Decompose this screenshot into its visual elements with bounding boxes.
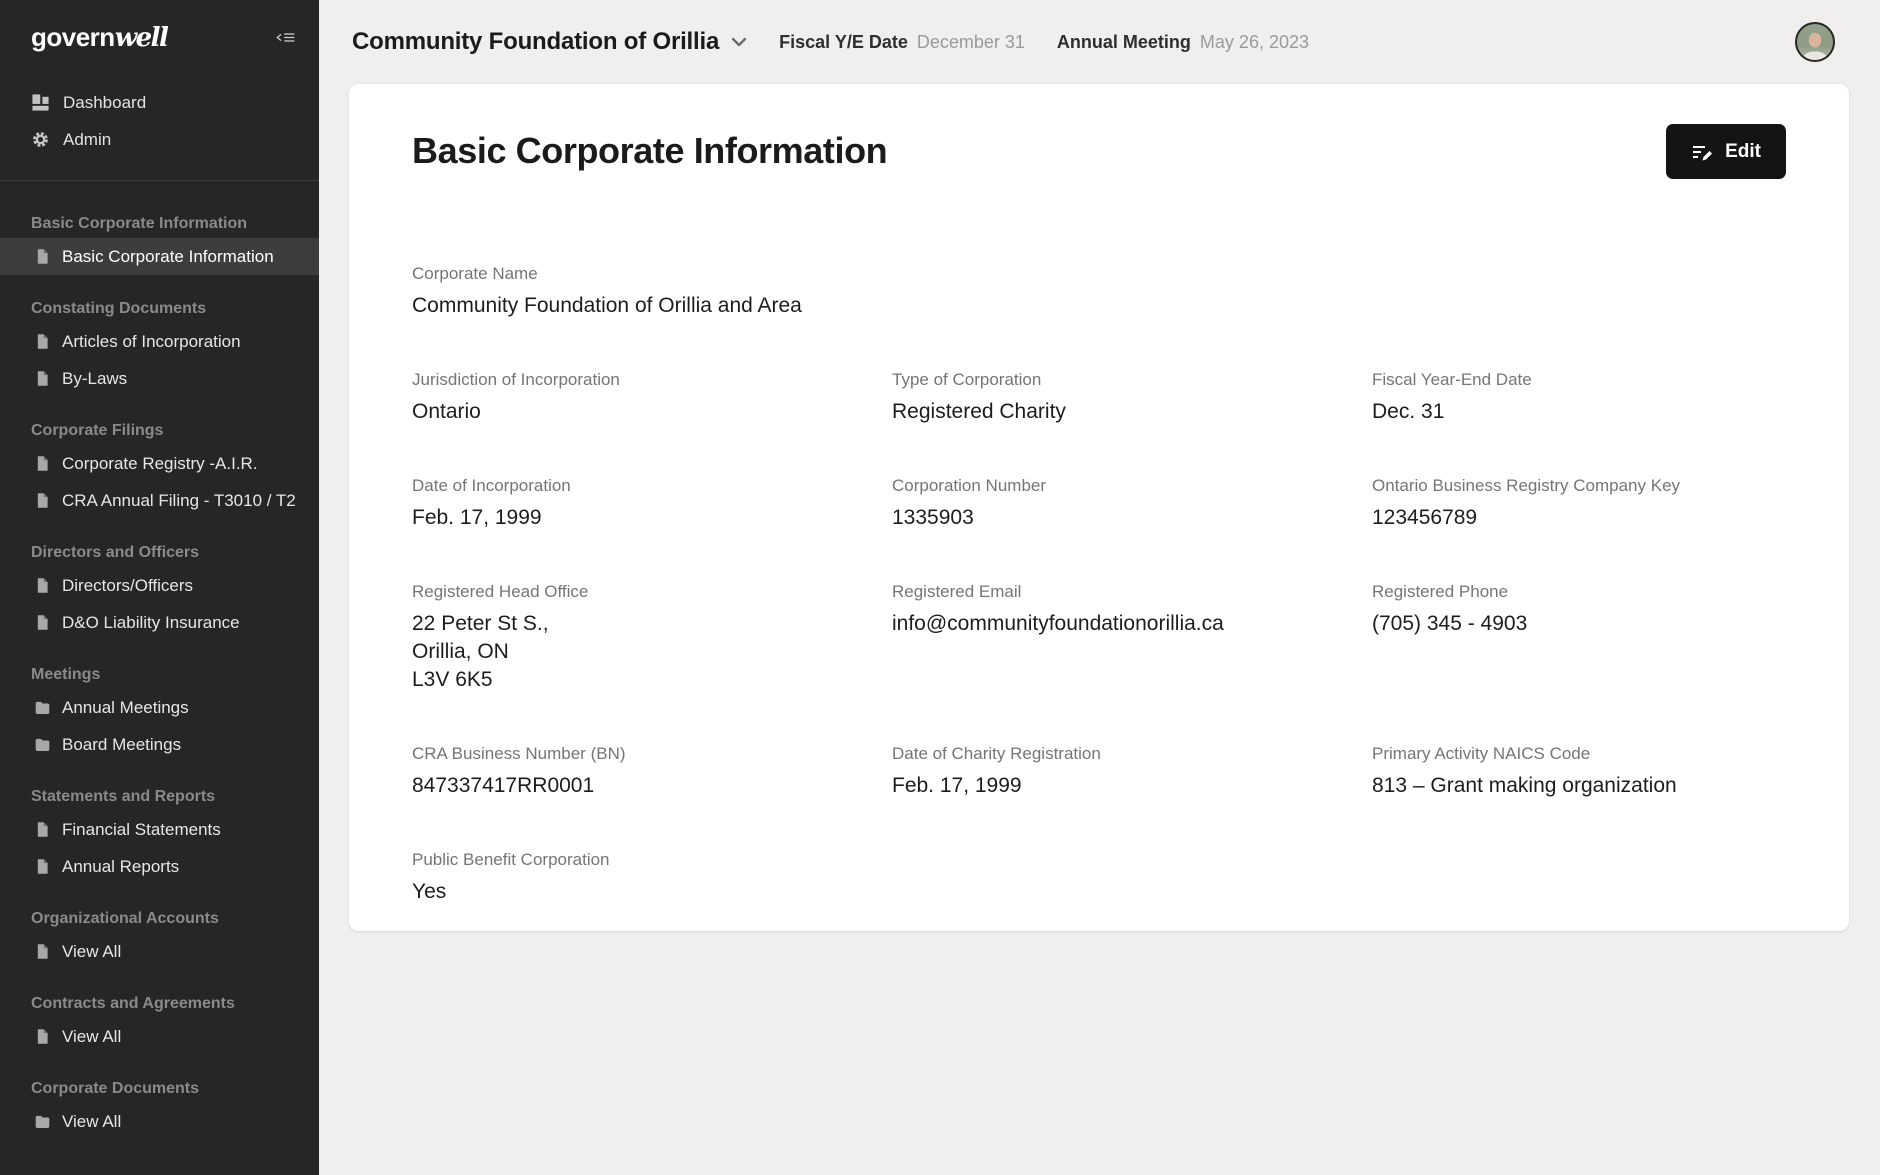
fiscal-ye-date-value: December 31 — [916, 31, 1025, 52]
field-label: Date of Charity Registration — [892, 744, 1101, 763]
field-type-of-corporation — [892, 369, 1372, 426]
fiscal-ye-date-label: Fiscal Y/E Date — [779, 31, 908, 52]
field-value: 123456789 — [1372, 506, 1478, 529]
field-label: Corporate Name — [412, 264, 538, 283]
file-icon — [34, 614, 51, 631]
address-line: L3V 6K5 — [412, 668, 493, 691]
field-value: Registered Charity — [892, 400, 1066, 423]
edit-button-label: Edit — [1725, 140, 1761, 162]
sidebar-item-financial-statements[interactable] — [0, 811, 319, 848]
sidebar-section-title: Corporate Documents — [31, 1080, 200, 1097]
sidebar-item-cra-annual-filing[interactable] — [0, 482, 319, 519]
field-corporation-number — [892, 475, 1372, 532]
collapse-sidebar-icon — [276, 28, 295, 47]
sidebar-section-title: Constating Documents — [31, 300, 207, 317]
field-registered-phone — [1372, 581, 1786, 694]
field-value: Community Foundation of Orillia and Area — [412, 294, 802, 317]
file-icon — [34, 821, 51, 838]
sidebar-item-label: Annual Reports — [62, 856, 180, 876]
field-cra-business-number — [412, 743, 892, 800]
sidebar-item-label: Directors/Officers — [62, 575, 193, 595]
company-selector[interactable] — [352, 28, 747, 56]
page-title: Basic Corporate Information — [412, 130, 888, 171]
field-date-of-incorporation — [412, 475, 892, 532]
sidebar-item-admin[interactable] — [0, 121, 319, 158]
sidebar-item-label: By-Laws — [62, 368, 128, 388]
file-icon — [34, 577, 51, 594]
folder-icon — [34, 736, 51, 753]
sidebar-section-corporate-documents — [0, 1079, 319, 1140]
address-line: 22 Peter St S., — [412, 612, 549, 635]
sidebar-item-label: View All — [62, 1026, 122, 1046]
annual-meeting-label: Annual Meeting — [1056, 31, 1191, 52]
topbar — [319, 0, 1880, 84]
field-label: Registered Phone — [1372, 582, 1509, 601]
sidebar-item-corporate-registry-air[interactable] — [0, 445, 319, 482]
annual-meeting-value: May 26, 2023 — [1199, 31, 1309, 52]
sidebar-item-directors-officers[interactable] — [0, 567, 319, 604]
sidebar-item-board-meetings[interactable] — [0, 726, 319, 763]
field-value: 1335903 — [892, 506, 974, 529]
sidebar-section-statements-and-reports — [0, 787, 319, 885]
company-name: Community Foundation of Orillia — [352, 28, 720, 55]
sidebar-item-annual-meetings[interactable] — [0, 689, 319, 726]
sidebar-item-label: View All — [62, 1111, 122, 1131]
sidebar-divider — [0, 180, 319, 181]
sidebar-item-label: Annual Meetings — [62, 697, 189, 717]
sidebar-section-title: Contracts and Agreements — [31, 995, 235, 1012]
sidebar-item-label: Financial Statements — [62, 819, 221, 839]
sidebar-section-title: Corporate Filings — [31, 422, 164, 439]
user-avatar[interactable] — [1795, 22, 1835, 62]
field-value: Yes — [412, 880, 447, 903]
sidebar-item-organizational-accounts-view-all[interactable] — [0, 933, 319, 970]
fiscal-ye-date-meta — [779, 32, 1025, 53]
annual-meeting-meta — [1057, 32, 1309, 53]
field-value: Dec. 31 — [1372, 400, 1445, 423]
sidebar-section-directors-and-officers — [0, 543, 319, 641]
sidebar-section-title: Statements and Reports — [31, 788, 216, 805]
sidebar-item-by-laws[interactable] — [0, 360, 319, 397]
field-value: (705) 345 - 4903 — [1372, 612, 1528, 635]
basic-corporate-information-card — [349, 84, 1849, 931]
sidebar-section-basic-corporate-information — [0, 214, 319, 275]
sidebar-item-label: Corporate Registry -A.I.R. — [62, 453, 258, 473]
field-public-benefit-corporation — [412, 849, 892, 906]
sidebar-item-label: Articles of Incorporation — [62, 331, 241, 351]
sidebar-item-label: View All — [62, 941, 122, 961]
field-label: Jurisdiction of Incorporation — [412, 370, 620, 389]
gear-icon — [31, 130, 50, 149]
field-label: CRA Business Number (BN) — [412, 744, 626, 763]
field-label: Type of Corporation — [892, 370, 1042, 389]
field-label: Public Benefit Corporation — [412, 850, 610, 869]
sidebar-item-annual-reports[interactable] — [0, 848, 319, 885]
sidebar-section-constating-documents — [0, 299, 319, 397]
dashboard-icon — [31, 93, 50, 112]
sidebar-item-label: Basic Corporate Information — [62, 246, 274, 266]
field-naics-code — [1372, 743, 1786, 800]
field-date-of-charity-registration — [892, 743, 1372, 800]
sidebar-item-contracts-view-all[interactable] — [0, 1018, 319, 1055]
app-logo: governwell — [31, 21, 168, 53]
chevron-down-icon — [731, 37, 747, 47]
field-label: Registered Head Office — [412, 582, 589, 601]
field-value: info@communityfoundationorillia.ca — [892, 612, 1224, 635]
file-icon — [34, 333, 51, 350]
file-icon — [34, 248, 51, 265]
sidebar-item-corporate-documents-view-all[interactable] — [0, 1103, 319, 1140]
address-line: Orillia, ON — [412, 640, 509, 663]
sidebar — [0, 0, 319, 1175]
sidebar-item-basic-corporate-information[interactable] — [0, 238, 319, 275]
file-icon — [34, 858, 51, 875]
sidebar-section-contracts-and-agreements — [0, 994, 319, 1055]
field-value: Feb. 17, 1999 — [412, 506, 542, 529]
sidebar-section-title: Organizational Accounts — [31, 910, 219, 927]
field-registered-email — [892, 581, 1372, 694]
field-value: Ontario — [412, 400, 481, 423]
field-obr-company-key — [1372, 475, 1786, 532]
field-label: Date of Incorporation — [412, 476, 571, 495]
folder-icon — [34, 699, 51, 716]
file-icon — [34, 943, 51, 960]
sidebar-section-meetings — [0, 665, 319, 763]
field-value: 847337417RR0001 — [412, 774, 595, 797]
field-label: Fiscal Year-End Date — [1372, 370, 1532, 389]
sidebar-section-title: Meetings — [31, 666, 101, 683]
sidebar-item-label: Board Meetings — [62, 734, 182, 754]
field-label: Registered Email — [892, 582, 1022, 601]
field-jurisdiction — [412, 369, 892, 426]
field-label: Ontario Business Registry Company Key — [1372, 476, 1681, 495]
field-value: 813 – Grant making organization — [1372, 774, 1677, 797]
sidebar-item-label: D&O Liability Insurance — [62, 612, 240, 632]
file-icon — [34, 1028, 51, 1045]
sidebar-item-label: Admin — [63, 129, 112, 149]
sidebar-item-label: Dashboard — [63, 92, 147, 112]
field-value — [412, 610, 892, 694]
sidebar-section-organizational-accounts — [0, 909, 319, 970]
file-icon — [34, 455, 51, 472]
sidebar-section-corporate-filings — [0, 421, 319, 519]
edit-list-icon — [1691, 141, 1713, 163]
field-label: Corporation Number — [892, 476, 1047, 495]
field-label: Primary Activity NAICS Code — [1372, 744, 1591, 763]
file-icon — [34, 370, 51, 387]
sidebar-section-title: Directors and Officers — [31, 544, 200, 561]
file-icon — [34, 492, 51, 509]
sidebar-collapse-button[interactable] — [276, 28, 295, 47]
field-registered-head-office — [412, 581, 892, 694]
sidebar-item-do-liability-insurance[interactable] — [0, 604, 319, 641]
edit-button[interactable] — [1666, 124, 1786, 179]
field-corporate-name — [412, 263, 892, 320]
sidebar-item-label: CRA Annual Filing - T3010 / T2 — [62, 490, 296, 510]
main-area — [319, 0, 1880, 1175]
field-fiscal-year-end — [1372, 369, 1786, 426]
sidebar-item-articles-of-incorporation[interactable] — [0, 323, 319, 360]
sidebar-item-dashboard[interactable] — [0, 84, 319, 121]
field-value: Feb. 17, 1999 — [892, 774, 1022, 797]
sidebar-section-title: Basic Corporate Information — [31, 215, 248, 232]
folder-icon — [34, 1113, 51, 1130]
